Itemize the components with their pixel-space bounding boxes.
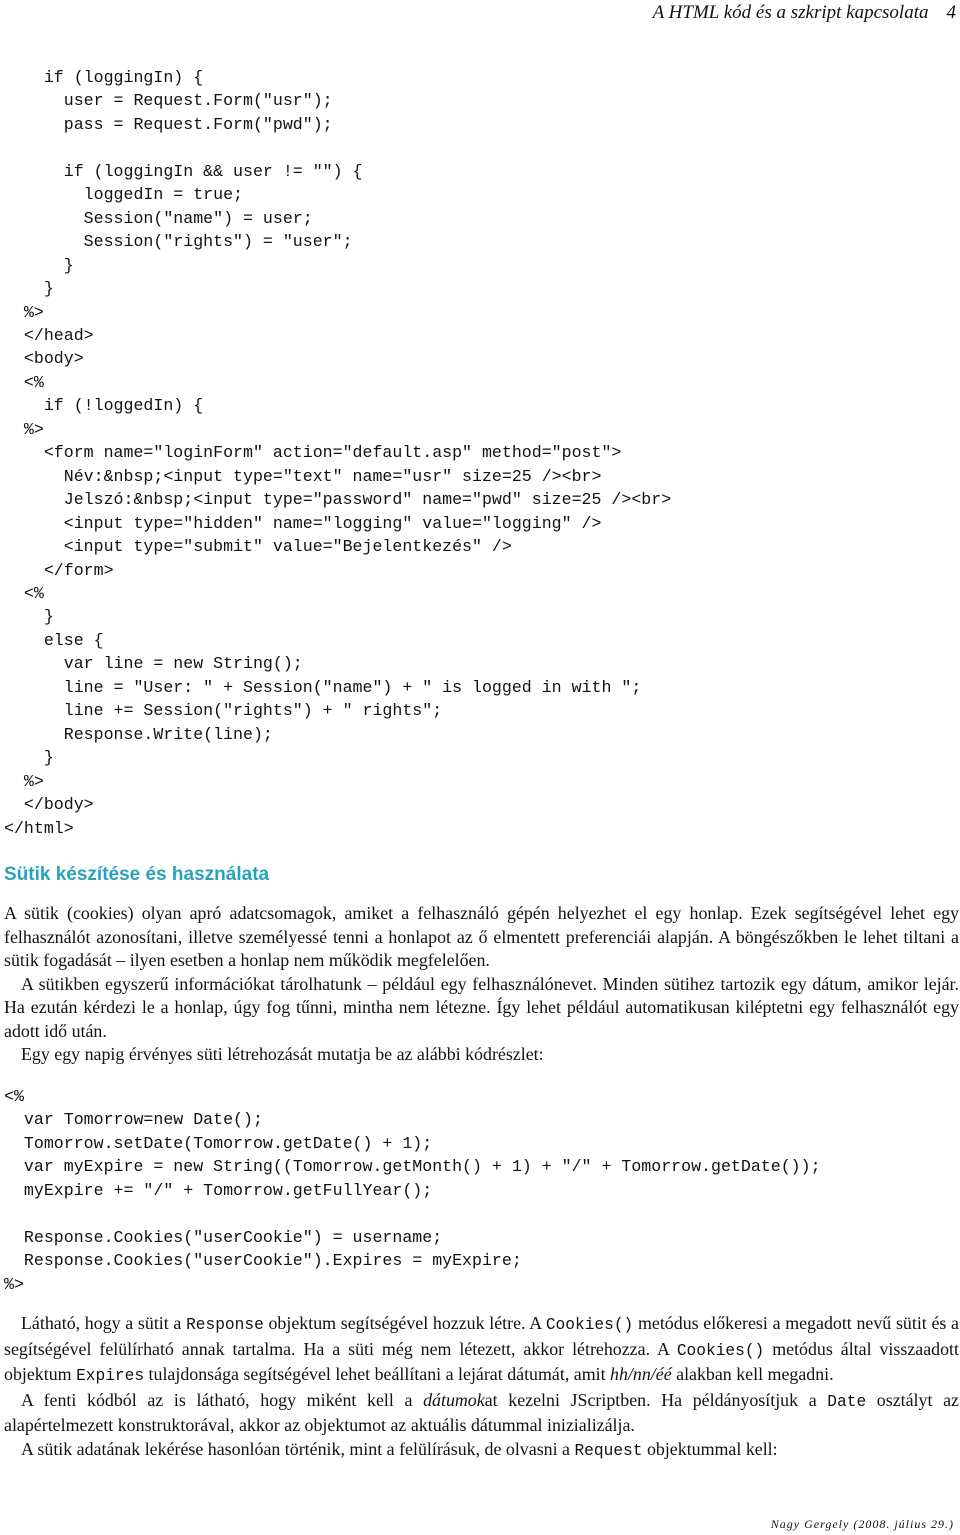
inline-code: Request — [574, 1441, 643, 1460]
code-block-login: if (loggingIn) { user = Request.Form("usr"); pass = Request.Form("pwd"); if (loggingIn && user != "") { loggedIn = true; Session("name") = user; Session("rights") = "user"; } } %> </head> <body> <% if (!loggedIn) { %> <form name="loginForm" action="default.asp" method="post"> Név:&nbsp;<input type="text" name="usr" size=25 /><br> Jelszó:&nbsp;<input type="password" name="pwd" size=25 /><br> <input type="hidden" name="logging" value="logging" /> <input type="submit" value="Bejelentkezés" /> </form> <% } else { var line = new String(); line = "User: " + Session("name") + " is logged in with "; line += Session("rights") + " rights"; Response.Write(line); } %> </body> </html> — [4, 68, 672, 838]
paragraph-3: Egy egy napig érvényes süti létrehozását mutatja be az alábbi kódrészlet: — [21, 1044, 544, 1064]
inline-code: Response — [186, 1316, 264, 1334]
inline-code: Cookies() — [676, 1341, 765, 1360]
paragraph-4: Látható, hogy a sütit a Response objektum segítségével hozzuk létre. A Cookies() metódus előkeresi a megadott nevű sütit és a segítségével felülírható annak tartalma. Ha a süti még nem létezett, akkor létrehozza. A Cookies() metódus által visszaadott objektum Expires tulajdonsága segítségével lehet beállítani a lejárat dátumát, amit hh/nn/éé alakban kell megadni. — [4, 1313, 959, 1385]
paragraph-5: A fenti kódból az is látható, hogy miként kell a dátumokat kezelni JScriptben. Ha példányosítjuk a Date osztályt az alapértelmezett konstruktorával, akkor az objektumot az aktuális dátummal inizializálja. — [4, 1389, 959, 1435]
paragraph-6: A sütik adatának lekérése hasonlóan történik, mint a felülírásuk, de olvasni a Request objektummal kell: — [21, 1438, 778, 1460]
inline-code: Date — [827, 1392, 867, 1411]
body-text-cookies-intro — [4, 902, 959, 1067]
page-number: 4 — [946, 2, 956, 23]
inline-code: Expires — [76, 1367, 145, 1385]
italic-text: dátumok — [423, 1389, 485, 1410]
running-title: A HTML kód és a szkript kapcsolata — [652, 2, 929, 23]
paragraph-1: A sütik (cookies) olyan apró adatcsomagok, amiket a felhasználó gépén helyezhet el egy honlap. Ezek segítségével lehet egy felhasználót azonosítani, illetve személyessé tenni a honlapot az ő elmentett preferenciái alapján. A böngészőkben le lehet tiltani a sütik fogadását – ilyen esetben a honlap nem működik megfelelően. — [4, 903, 959, 970]
inline-code: Cookies() — [545, 1316, 634, 1334]
code-block-cookie: <% var Tomorrow=new Date(); Tomorrow.setDate(Tomorrow.getDate() + 1); var myExpire = new String((Tomorrow.getMonth() + 1) + "/" + Tomorrow.getDate()); myExpire += "/" + Tomorrow.getFullYear(); Response.Cookies("userCookie") = username; Response.Cookies("userCookie").Expires = myExpire; %> — [4, 1087, 821, 1294]
paragraph-2: A sütikben egyszerű információkat tárolhatunk – például egy felhasználónevet. Minden sütihez tartozik egy dátum, amikor lejár. Ha ezután kérdezi le a honlap, úgy fog tűnni, mintha nem létezne. Így lehet például automatikusan kiléptetni egy felhasználót egy adott idő után. — [4, 973, 959, 1041]
footer-author-date: Nagy Gergely (2008. július 29.) — [770, 1517, 954, 1531]
italic-text: hh/nn/éé — [610, 1364, 672, 1384]
running-header — [653, 2, 956, 24]
section-title: Sütik készítése és használata — [4, 864, 270, 885]
body-text-cookies-explained — [4, 1312, 959, 1463]
